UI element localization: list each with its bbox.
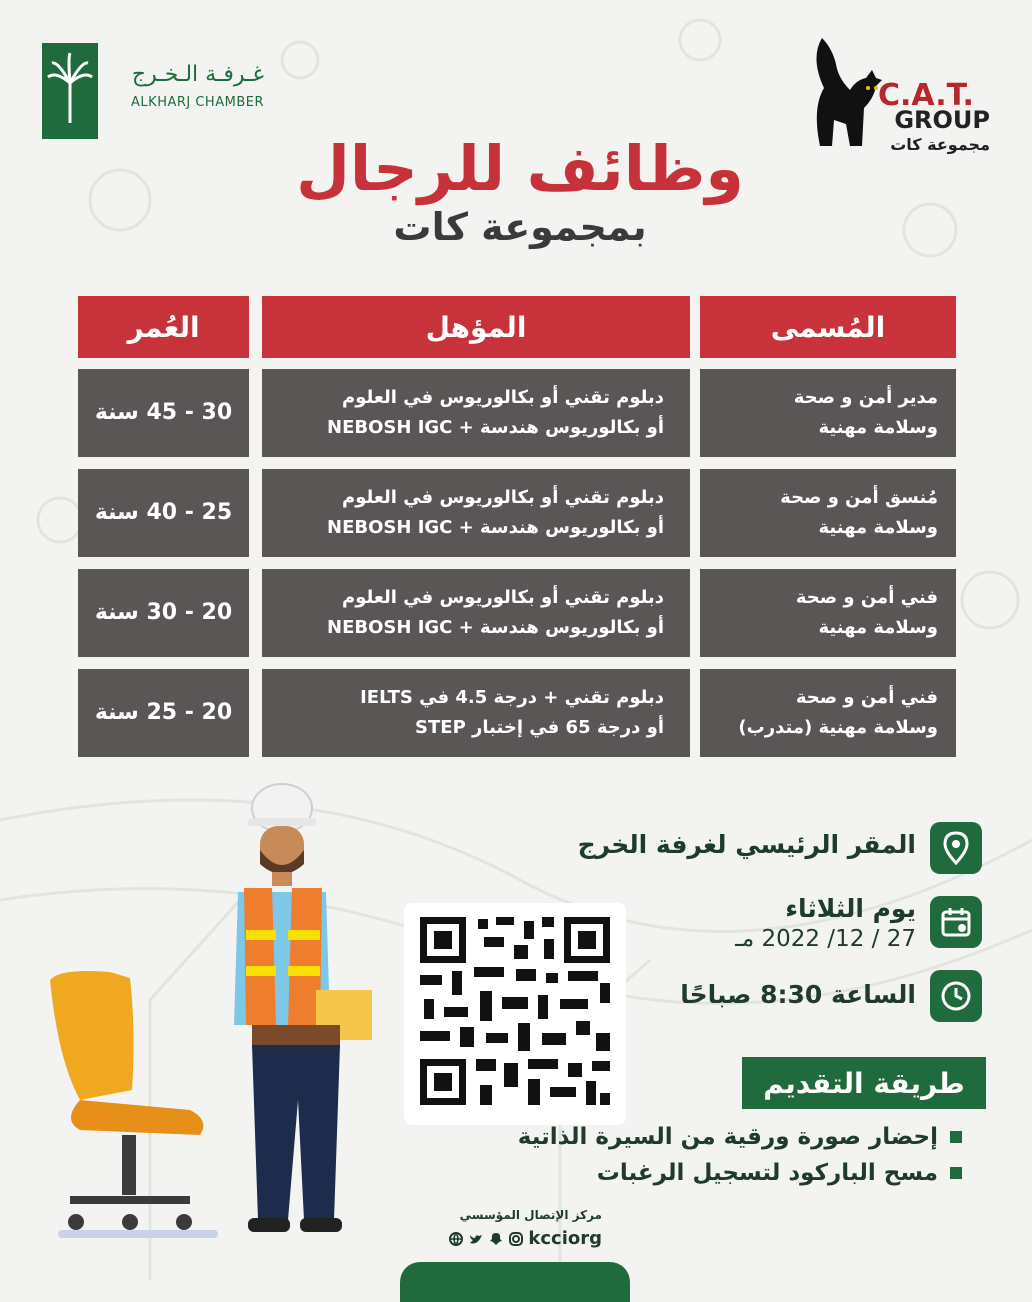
- day-text: يوم الثلاثاء: [785, 894, 916, 923]
- header-title: المُسمى: [700, 296, 956, 358]
- chamber-name-ar: غـرفـة الـخـرج: [131, 62, 264, 87]
- apply-method-title: طريقة التقديم: [742, 1057, 986, 1109]
- apply-step-text: مسح الباركود لتسجيل الرغبات: [596, 1160, 938, 1186]
- qualification-line2: أو درجة 65 في إختبار STEP: [415, 717, 664, 738]
- table-row: [700, 569, 956, 657]
- instagram-icon[interactable]: [508, 1231, 524, 1247]
- clock-icon-box: [930, 970, 982, 1022]
- age-cell: [78, 569, 249, 657]
- header-age: العُمر: [78, 296, 249, 358]
- job-title-line2: وسلامة مهنية: [818, 617, 938, 638]
- qualification-cell: [262, 569, 690, 657]
- qualification-line1: دبلوم تقني أو بكالوريوس في العلوم: [342, 587, 664, 608]
- job-title-line2: وسلامة مهنية: [818, 517, 938, 538]
- qualification-cell: [262, 669, 690, 757]
- table-row: [700, 369, 956, 457]
- chamber-name-en: ALKHARJ CHAMBER: [131, 95, 264, 110]
- palm-icon: [42, 43, 98, 139]
- table-row: [700, 469, 956, 557]
- cat-name-ar: مجموعة كات: [890, 135, 990, 154]
- age-value: 20 - 30 سنة: [94, 600, 233, 625]
- job-title-line2: وسلامة مهنية (متدرب): [738, 717, 938, 738]
- qualification-line1: دبلوم تقني + درجة 4.5 في IELTS: [360, 687, 664, 708]
- age-value: 25 - 40 سنة: [94, 500, 233, 525]
- bullet-square-icon: [950, 1167, 962, 1179]
- page-subtitle: بمجموعة كات: [393, 205, 647, 249]
- age-cell: [78, 669, 249, 757]
- job-title-line1: فني أمن و صحة: [795, 587, 938, 608]
- engineer-illustration: [212, 780, 382, 1250]
- globe-icon[interactable]: [448, 1231, 464, 1247]
- alkharj-chamber-logo: [42, 43, 98, 139]
- age-cell: [78, 369, 249, 457]
- qualification-line1: دبلوم تقني أو بكالوريوس في العلوم: [342, 387, 664, 408]
- qualification-line1: دبلوم تقني أو بكالوريوس في العلوم: [342, 487, 664, 508]
- cat-title: C.A.T.: [878, 78, 974, 113]
- job-title-line1: مدير أمن و صحة: [793, 387, 938, 408]
- header-qualification: المؤهل: [262, 296, 690, 358]
- cat-group: GROUP: [894, 106, 990, 134]
- calendar-icon: [940, 906, 972, 938]
- location-icon-box: [930, 822, 982, 874]
- list-item: [500, 1160, 962, 1186]
- location-text: المقر الرئيسي لغرفة الخرج: [577, 830, 916, 859]
- social-handle[interactable]: kcciorg: [528, 1228, 602, 1249]
- age-cell: [78, 469, 249, 557]
- date-text: 27 / 12/ 2022 مـ: [735, 926, 916, 952]
- table-row: [700, 669, 956, 757]
- location-pin-icon: [941, 831, 971, 865]
- job-title-line1: مُنسق أمن و صحة: [780, 487, 938, 508]
- social-row: [436, 1228, 602, 1249]
- job-title-line2: وسلامة مهنية: [818, 417, 938, 438]
- apply-step-text: إحضار صورة ورقية من السيرة الذاتية: [517, 1124, 938, 1150]
- social-footer: [436, 1208, 602, 1249]
- footer-center-name: مركز الإتصال المؤسسي: [459, 1208, 602, 1222]
- qualification-cell: [262, 369, 690, 457]
- footer-decoration: [400, 1262, 630, 1302]
- office-chair-illustration: [40, 960, 240, 1240]
- clock-icon: [940, 980, 972, 1012]
- qualification-line2: أو بكالوريوس هندسة + NEBOSH IGC: [327, 617, 664, 638]
- list-item: [500, 1124, 962, 1150]
- twitter-icon[interactable]: [468, 1231, 484, 1247]
- age-value: 30 - 45 سنة: [94, 400, 233, 425]
- bullet-square-icon: [950, 1131, 962, 1143]
- calendar-icon-box: [930, 896, 982, 948]
- snapchat-icon[interactable]: [488, 1231, 504, 1247]
- qualification-cell: [262, 469, 690, 557]
- time-text: الساعة 8:30 صباحًا: [680, 980, 916, 1009]
- age-value: 20 - 25 سنة: [94, 700, 233, 725]
- apply-steps: [500, 1124, 962, 1186]
- page-title: وظائف للرجال: [296, 132, 744, 205]
- job-title-line1: فني أمن و صحة: [795, 687, 938, 708]
- qualification-line2: أو بكالوريوس هندسة + NEBOSH IGC: [327, 517, 664, 538]
- qualification-line2: أو بكالوريوس هندسة + NEBOSH IGC: [327, 417, 664, 438]
